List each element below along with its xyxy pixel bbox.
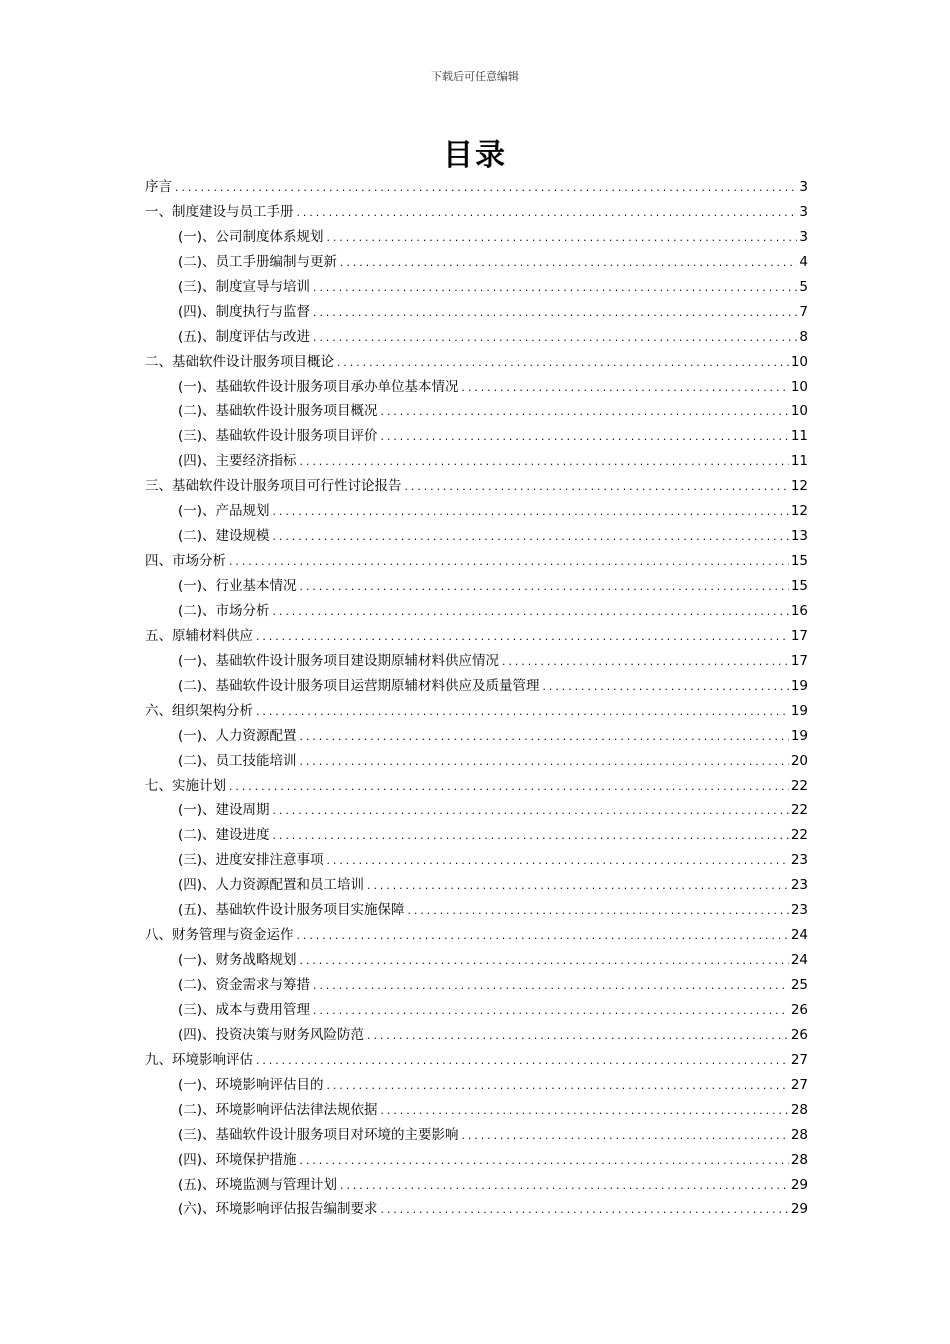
toc-entry-label: (一)、行业基本情况 bbox=[178, 578, 297, 594]
toc-entry[interactable] bbox=[145, 225, 808, 250]
toc-entry-label: (二)、市场分析 bbox=[178, 602, 270, 619]
dot-leader bbox=[366, 1025, 789, 1050]
toc-entry-page-number: 15 bbox=[790, 553, 808, 570]
toc-entry[interactable] bbox=[145, 674, 808, 699]
toc-entry-page-number: 17 bbox=[790, 627, 808, 644]
dot-leader bbox=[255, 626, 789, 651]
toc-entry-page-number: 15 bbox=[790, 578, 808, 594]
toc-entry-page-number: 29 bbox=[790, 1201, 808, 1218]
toc-entry-label: (四)、投资决策与财务风险防范 bbox=[178, 1026, 365, 1043]
toc-entry[interactable] bbox=[145, 449, 808, 474]
toc-entry-page-number: 27 bbox=[790, 1076, 808, 1093]
toc-entry[interactable] bbox=[145, 574, 808, 599]
toc-entry-label: (五)、环境监测与管理计划 bbox=[178, 1176, 338, 1193]
dot-leader bbox=[296, 202, 798, 227]
toc-entry-page-number: 16 bbox=[790, 602, 808, 619]
toc-entry-page-number: 5 bbox=[799, 278, 808, 295]
toc-entry[interactable] bbox=[145, 923, 808, 948]
toc-entry-label: 八、财务管理与资金运作 bbox=[145, 927, 294, 944]
toc-entry-label: (一)、环境影响评估目的 bbox=[178, 1076, 324, 1093]
dot-leader bbox=[272, 800, 789, 825]
toc-entry[interactable] bbox=[145, 200, 808, 225]
toc-entry-label: (一)、建设周期 bbox=[178, 802, 270, 819]
toc-entry[interactable] bbox=[145, 873, 808, 898]
toc-entry-label: (三)、制度宣导与培训 bbox=[178, 278, 311, 295]
toc-entry-page-number: 20 bbox=[790, 752, 808, 769]
toc-entry[interactable] bbox=[145, 1073, 808, 1098]
dot-leader bbox=[336, 352, 789, 377]
toc-entry-label: (五)、基础软件设计服务项目实施保障 bbox=[178, 902, 405, 919]
dot-leader bbox=[312, 302, 797, 327]
toc-entry-label: (一)、产品规划 bbox=[178, 503, 270, 520]
toc-entry[interactable] bbox=[145, 350, 808, 375]
toc-entry[interactable] bbox=[145, 624, 808, 649]
toc-entry-page-number: 19 bbox=[790, 677, 808, 694]
dot-leader bbox=[380, 1100, 789, 1125]
toc-entry-label: (二)、资金需求与筹措 bbox=[178, 977, 311, 993]
toc-entry-label: (六)、环境影响评估报告编制要求 bbox=[178, 1201, 378, 1218]
table-of-contents bbox=[145, 175, 808, 1222]
dot-leader bbox=[299, 751, 789, 776]
toc-entry-page-number: 11 bbox=[790, 453, 808, 470]
toc-entry-page-number: 24 bbox=[790, 952, 808, 969]
toc-entry[interactable] bbox=[145, 823, 808, 848]
toc-entry[interactable] bbox=[145, 774, 808, 799]
toc-entry[interactable] bbox=[145, 325, 808, 350]
toc-entry[interactable] bbox=[145, 399, 808, 424]
toc-entry-page-number: 22 bbox=[790, 802, 808, 819]
dot-leader bbox=[299, 576, 789, 601]
toc-entry[interactable] bbox=[145, 649, 808, 674]
toc-entry[interactable] bbox=[145, 599, 808, 624]
toc-entry[interactable] bbox=[145, 1197, 808, 1222]
toc-entry-label: 二、基础软件设计服务项目概论 bbox=[145, 353, 334, 370]
dot-leader bbox=[542, 676, 789, 701]
toc-entry-page-number: 19 bbox=[790, 702, 808, 719]
toc-entry-page-number: 4 bbox=[799, 253, 808, 270]
toc-entry[interactable] bbox=[145, 250, 808, 275]
page-title: 目录 bbox=[443, 138, 507, 173]
dot-leader bbox=[228, 776, 789, 801]
toc-entry-page-number: 11 bbox=[790, 428, 808, 445]
toc-entry[interactable] bbox=[145, 1023, 808, 1048]
toc-entry[interactable] bbox=[145, 549, 808, 574]
toc-entry-label: 一、制度建设与员工手册 bbox=[145, 203, 294, 220]
toc-entry[interactable] bbox=[145, 1173, 808, 1198]
toc-entry-page-number: 27 bbox=[790, 1051, 808, 1068]
toc-entry-page-number: 23 bbox=[790, 902, 808, 919]
toc-entry-page-number: 12 bbox=[790, 478, 808, 495]
toc-entry[interactable] bbox=[145, 1048, 808, 1073]
dot-leader bbox=[326, 227, 798, 252]
toc-entry[interactable] bbox=[145, 1123, 808, 1148]
dot-leader bbox=[296, 925, 789, 950]
dot-leader bbox=[228, 551, 789, 576]
dot-leader bbox=[299, 451, 789, 476]
dot-leader bbox=[272, 825, 789, 850]
dot-leader bbox=[461, 1125, 789, 1150]
toc-entry[interactable] bbox=[145, 699, 808, 724]
toc-entry-page-number: 24 bbox=[790, 927, 808, 944]
toc-entry-label: 四、市场分析 bbox=[145, 553, 226, 570]
toc-entry-page-number: 17 bbox=[790, 652, 808, 669]
toc-entry[interactable] bbox=[145, 175, 808, 200]
toc-entry-page-number: 3 bbox=[799, 228, 808, 245]
toc-entry[interactable] bbox=[145, 474, 808, 499]
toc-entry-page-number: 10 bbox=[790, 403, 808, 420]
dot-leader bbox=[404, 476, 789, 501]
toc-entry-page-number: 22 bbox=[790, 827, 808, 844]
toc-entry-page-number: 10 bbox=[790, 353, 808, 370]
toc-entry-label: (五)、制度评估与改进 bbox=[178, 328, 311, 345]
toc-entry[interactable] bbox=[145, 898, 808, 923]
toc-entry-page-number: 8 bbox=[799, 328, 808, 345]
toc-entry-label: (四)、环境保护措施 bbox=[178, 1151, 297, 1168]
dot-leader bbox=[380, 401, 789, 426]
toc-entry[interactable] bbox=[145, 998, 808, 1023]
toc-entry-label: 五、原辅材料供应 bbox=[145, 627, 253, 644]
dot-leader bbox=[407, 900, 789, 925]
toc-entry-label: (一)、基础软件设计服务项目建设期原辅材料供应情况 bbox=[178, 652, 500, 669]
dot-leader bbox=[312, 975, 789, 1000]
toc-entry[interactable] bbox=[145, 499, 808, 524]
dot-leader bbox=[380, 1199, 789, 1224]
toc-entry-page-number: 10 bbox=[790, 378, 808, 395]
toc-entry-label: (二)、员工手册编制与更新 bbox=[178, 253, 338, 270]
toc-entry[interactable] bbox=[145, 424, 808, 449]
dot-leader bbox=[312, 277, 797, 302]
toc-entry-label: (二)、建设规模 bbox=[178, 528, 270, 545]
toc-entry-label: (四)、人力资源配置和员工培训 bbox=[178, 877, 365, 894]
dot-leader bbox=[174, 177, 797, 202]
header-note: 下载后可任意编辑 bbox=[431, 70, 519, 83]
toc-entry-label: (一)、公司制度体系规划 bbox=[178, 228, 324, 245]
dot-leader bbox=[339, 1175, 789, 1200]
toc-entry[interactable] bbox=[145, 1148, 808, 1173]
toc-entry-label: (三)、进度安排注意事项 bbox=[178, 852, 324, 869]
dot-leader bbox=[501, 651, 789, 676]
toc-entry[interactable] bbox=[145, 948, 808, 973]
toc-entry[interactable] bbox=[145, 749, 808, 774]
toc-entry-label: (四)、主要经济指标 bbox=[178, 453, 297, 470]
toc-entry[interactable] bbox=[145, 1098, 808, 1123]
dot-leader bbox=[299, 726, 789, 751]
toc-entry-page-number: 13 bbox=[790, 528, 808, 545]
toc-entry[interactable] bbox=[145, 524, 808, 549]
toc-entry-label: (二)、环境影响评估法律法规依据 bbox=[178, 1101, 378, 1118]
dot-leader bbox=[461, 377, 789, 402]
toc-entry-page-number: 22 bbox=[790, 777, 808, 794]
toc-entry-page-number: 26 bbox=[790, 1026, 808, 1043]
toc-entry-page-number: 29 bbox=[790, 1176, 808, 1193]
toc-entry-page-number: 23 bbox=[790, 877, 808, 894]
toc-entry-label: (二)、基础软件设计服务项目运营期原辅材料供应及质量管理 bbox=[178, 677, 540, 694]
toc-entry-label: (一)、基础软件设计服务项目承办单位基本情况 bbox=[178, 378, 459, 395]
toc-entry-label: (一)、财务战略规划 bbox=[178, 952, 297, 969]
dot-leader bbox=[255, 701, 789, 726]
toc-entry-page-number: 28 bbox=[790, 1151, 808, 1168]
dot-leader bbox=[299, 950, 789, 975]
dot-leader bbox=[272, 501, 789, 526]
toc-entry-page-number: 3 bbox=[799, 179, 808, 195]
dot-leader bbox=[255, 1050, 789, 1075]
toc-entry-label: (二)、员工技能培训 bbox=[178, 752, 297, 769]
toc-entry-label: 六、组织架构分析 bbox=[145, 702, 253, 719]
toc-entry[interactable] bbox=[145, 973, 808, 998]
dot-leader bbox=[339, 252, 797, 277]
toc-entry-label: 九、环境影响评估 bbox=[145, 1051, 253, 1068]
toc-entry-label: (四)、制度执行与监督 bbox=[178, 303, 311, 320]
toc-entry-page-number: 25 bbox=[790, 977, 808, 993]
toc-entry[interactable] bbox=[145, 375, 808, 400]
toc-entry[interactable] bbox=[145, 848, 808, 873]
dot-leader bbox=[366, 875, 789, 900]
toc-entry-label: (三)、成本与费用管理 bbox=[178, 1001, 311, 1018]
dot-leader bbox=[272, 601, 789, 626]
toc-entry-page-number: 28 bbox=[790, 1101, 808, 1118]
toc-entry-label: 七、实施计划 bbox=[145, 777, 226, 794]
dot-leader bbox=[326, 1075, 789, 1100]
toc-entry[interactable] bbox=[145, 798, 808, 823]
toc-entry-label: 三、基础软件设计服务项目可行性讨论报告 bbox=[145, 478, 402, 495]
toc-entry-page-number: 23 bbox=[790, 852, 808, 869]
toc-entry-page-number: 19 bbox=[790, 727, 808, 744]
toc-entry-label: (三)、基础软件设计服务项目对环境的主要影响 bbox=[178, 1126, 459, 1143]
toc-entry-page-number: 26 bbox=[790, 1001, 808, 1018]
toc-entry[interactable] bbox=[145, 300, 808, 325]
toc-entry[interactable] bbox=[145, 724, 808, 749]
dot-leader bbox=[272, 526, 789, 551]
toc-entry-page-number: 12 bbox=[790, 503, 808, 520]
dot-leader bbox=[312, 1000, 789, 1025]
dot-leader bbox=[312, 327, 797, 352]
toc-entry-label: (二)、基础软件设计服务项目概况 bbox=[178, 403, 378, 420]
toc-entry-page-number: 7 bbox=[799, 303, 808, 320]
toc-entry-label: (一)、人力资源配置 bbox=[178, 727, 297, 744]
toc-entry-label: 序言 bbox=[145, 179, 172, 195]
dot-leader bbox=[326, 850, 789, 875]
toc-entry-page-number: 28 bbox=[790, 1126, 808, 1143]
dot-leader bbox=[299, 1150, 789, 1175]
toc-entry-page-number: 3 bbox=[799, 203, 808, 220]
toc-entry-label: (二)、建设进度 bbox=[178, 827, 270, 844]
toc-entry-label: (三)、基础软件设计服务项目评价 bbox=[178, 428, 378, 445]
toc-entry[interactable] bbox=[145, 275, 808, 300]
dot-leader bbox=[380, 426, 789, 451]
